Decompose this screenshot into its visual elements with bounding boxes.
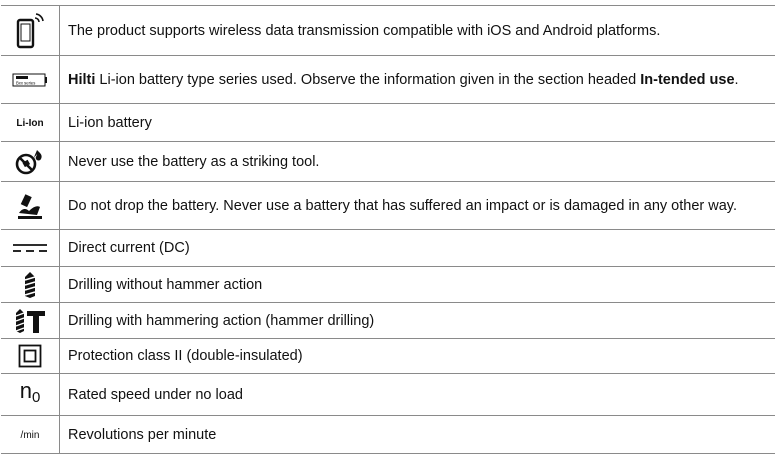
symbol-cell [1,142,60,182]
description-cell: Do not drop the battery. Never use a battery that has suffered an impact or is damaged in any other way. [60,182,776,230]
symbol-cell [1,416,60,454]
table-row [1,339,775,374]
rated-speed-icon: $n_0$ [19,378,41,406]
symbol-cell [1,339,60,374]
table-row [1,104,775,142]
table-row [1,230,775,267]
description-cell: Revolutions per minute [60,416,776,454]
rpm-label-icon: /min [20,429,40,441]
symbol-cell [1,56,60,104]
description-cell: Rated speed under no load [60,374,776,416]
symbols-table [1,5,775,454]
symbol-cell [1,374,60,416]
table-row [1,142,775,182]
table-row [1,374,775,416]
symbol-cell [1,303,60,339]
description-cell: Never use the battery as a striking tool. [60,142,776,182]
table-row [1,416,775,454]
li-ion-label-icon: Li-Ion [16,117,44,129]
symbol-cell [1,6,60,56]
symbol-cell [1,267,60,303]
description-cell: Hilti Li-ion battery type series used. Observe the information given in the section headed In-tended use. [60,56,776,104]
description-cell: Drilling with hammering action (hammer drilling) [60,303,776,339]
description-cell: Li-ion battery [60,104,776,142]
table-row [1,6,775,56]
direct-current-icon [11,242,49,254]
protection-class-ii-icon [18,344,42,368]
symbol-cell [1,104,60,142]
description-cell: Protection class II (double-insulated) [60,339,776,374]
table-row [1,182,775,230]
table-row [1,56,775,104]
hammer-drill-icon [14,308,46,334]
table-row [1,303,775,339]
hilti-battery-series-icon [12,73,48,87]
no-striking-tool-icon [15,148,45,176]
smartphone-wireless-icon [15,11,45,51]
svg-text:Bxx series: Bxx series [16,80,36,85]
drill-bit-icon [23,271,37,299]
do-not-drop-battery-icon [15,191,45,221]
description-cell: Drilling without hammer action [60,267,776,303]
symbol-cell [1,182,60,230]
description-cell: Direct current (DC) [60,230,776,267]
table-row [1,267,775,303]
description-cell: The product supports wireless data transmission compatible with iOS and Android platforms. [60,6,776,56]
symbol-cell [1,230,60,267]
